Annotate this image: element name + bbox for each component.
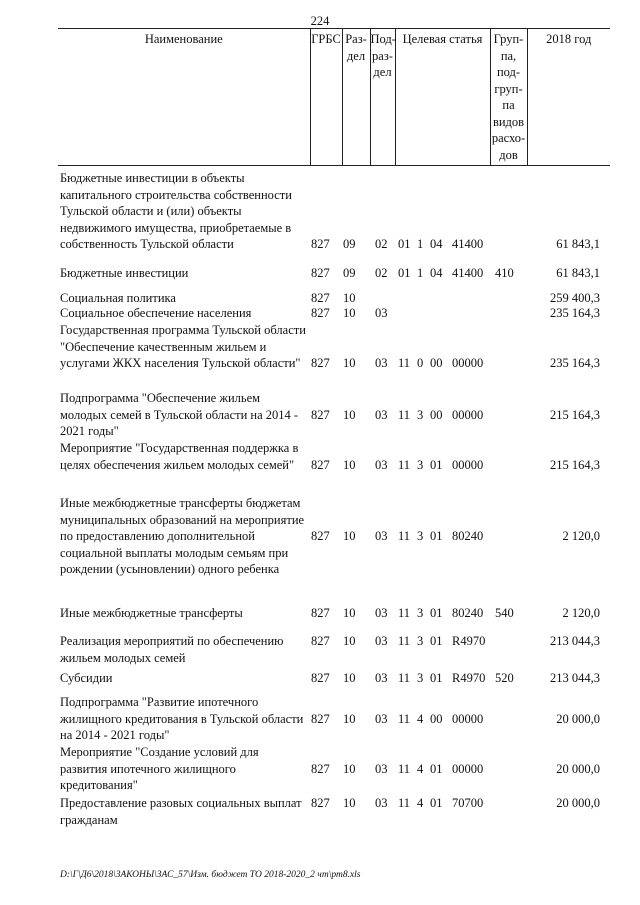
row-vid: 520 <box>495 671 514 685</box>
row-name: Мероприятие "Создание условий для развития ипотечного жилищного кредитования" <box>60 745 259 792</box>
page-number: 224 <box>310 14 330 28</box>
row-sub: 3 <box>417 407 424 422</box>
header-target: Целевая статья <box>395 29 490 166</box>
row-grbs: 827 <box>311 291 330 305</box>
row-podrazdel: 02 <box>375 266 388 280</box>
row-name: Бюджетные инвестиции <box>60 266 189 280</box>
row-name: Иные межбюджетные трансферты бюджетам муниципальных образований на мероприятие по предоставлению дополнительной социальной выплаты молодым семьям при рождении (усыновлении) одного ребенка <box>60 496 305 576</box>
header-razdel: Раз-дел <box>342 29 370 166</box>
row-grbs: 827 <box>311 761 330 776</box>
row-prog: 11 <box>398 356 411 370</box>
row-code: 00000 <box>452 356 484 370</box>
row-razdel: 10 <box>343 671 356 685</box>
row-code: 80240 <box>452 529 484 543</box>
header-podrazdel: Под-раз-дел <box>370 29 395 166</box>
row-amount: 235 164,3 <box>550 306 600 320</box>
row-name: Подпрограмма "Обеспечение жильем молодых семей в Тульской области на 2014 - 2021 годы" <box>60 391 299 438</box>
row-grbs: 827 <box>311 606 330 620</box>
row-razdel: 10 <box>343 356 356 370</box>
row-name: Социальная политика <box>60 291 176 305</box>
row-podrazdel: 03 <box>375 711 388 726</box>
row-code: 70700 <box>452 796 484 810</box>
row-code: 00000 <box>452 457 484 472</box>
row-sub: 4 <box>417 796 424 810</box>
row-prog: 11 <box>398 606 411 620</box>
row-razdel: 10 <box>343 529 356 543</box>
row-prog: 11 <box>398 671 411 685</box>
row-code: 80240 <box>452 606 484 620</box>
row-grbs: 827 <box>311 796 330 810</box>
row-razdel: 10 <box>343 761 356 776</box>
row-amount: 235 164,3 <box>550 356 600 370</box>
row-mer: 01 <box>430 606 443 620</box>
row-grbs: 827 <box>311 266 330 280</box>
row-amount: 215 164,3 <box>550 457 600 472</box>
row-grbs: 827 <box>311 529 330 543</box>
row-mer: 04 <box>430 237 443 251</box>
row-podrazdel: 03 <box>375 761 388 776</box>
row-razdel: 10 <box>343 306 356 320</box>
row-amount: 215 164,3 <box>550 407 600 422</box>
row-sub: 3 <box>417 457 424 472</box>
row-name: Бюджетные инвестиции в объекты капитального строительства собственности Тульской области и (или) объекты недвижимого имущества, приобретаемые в собственность Тульской области <box>60 171 292 251</box>
row-grbs: 827 <box>311 671 330 685</box>
header-name: Наименование <box>58 29 310 166</box>
row-grbs: 827 <box>311 634 330 648</box>
row-amount: 20 000,0 <box>556 796 600 810</box>
row-prog: 11 <box>398 761 411 776</box>
row-sub: 3 <box>417 606 424 620</box>
row-razdel: 10 <box>343 407 356 422</box>
row-amount: 61 843,1 <box>556 266 600 280</box>
row-code: 00000 <box>452 711 484 726</box>
row-mer: 04 <box>430 266 443 280</box>
row-amount: 213 044,3 <box>550 634 600 648</box>
row-grbs: 827 <box>311 457 330 472</box>
row-podrazdel: 03 <box>375 457 388 472</box>
row-podrazdel: 03 <box>375 356 388 370</box>
row-amount: 61 843,1 <box>556 237 600 251</box>
header-grbs: ГРБС <box>310 29 342 166</box>
row-podrazdel: 03 <box>375 634 388 648</box>
row-name: Государственная программа Тульской области "Обеспечение качественным жильем и услугами ЖКХ населения Тульской области" <box>60 323 306 370</box>
row-razdel: 10 <box>343 711 356 726</box>
row-razdel: 10 <box>343 291 356 305</box>
row-mer: 01 <box>430 796 443 810</box>
row-mer: 01 <box>430 634 443 648</box>
row-name: Мероприятие "Государственная поддержка в целях обеспечения жильем молодых семей" <box>60 441 299 472</box>
row-prog: 11 <box>398 529 411 543</box>
row-grbs: 827 <box>311 356 330 370</box>
row-name: Иные межбюджетные трансферты <box>60 606 243 620</box>
row-prog: 11 <box>398 457 411 472</box>
row-razdel: 10 <box>343 606 356 620</box>
row-mer: 01 <box>430 457 443 472</box>
row-sub: 4 <box>417 711 424 726</box>
row-prog: 01 <box>398 237 411 251</box>
row-grbs: 827 <box>311 407 330 422</box>
row-name: Предоставление разовых социальных выплат гражданам <box>60 796 302 827</box>
row-razdel: 09 <box>343 237 356 251</box>
row-podrazdel: 03 <box>375 671 388 685</box>
row-razdel: 10 <box>343 796 356 810</box>
row-grbs: 827 <box>311 711 330 726</box>
row-podrazdel: 03 <box>375 529 388 543</box>
row-amount: 20 000,0 <box>556 711 600 726</box>
row-code: 41400 <box>452 237 484 251</box>
row-name: Реализация мероприятий по обеспечению жильем молодых семей <box>60 634 284 665</box>
row-prog: 11 <box>398 634 411 648</box>
row-vid: 410 <box>495 266 514 280</box>
row-mer: 01 <box>430 761 443 776</box>
row-code: 41400 <box>452 266 484 280</box>
row-mer: 00 <box>430 711 443 726</box>
row-podrazdel: 02 <box>375 237 388 251</box>
header-group: Груп-па, под-груп-па видов расхо-дов <box>490 29 527 166</box>
header-year: 2018 год <box>527 29 610 166</box>
row-mer: 00 <box>430 356 443 370</box>
row-amount: 20 000,0 <box>556 761 600 776</box>
row-vid: 540 <box>495 606 514 620</box>
row-name: Субсидии <box>60 671 113 685</box>
row-amount: 2 120,0 <box>562 606 600 620</box>
row-mer: 00 <box>430 407 443 422</box>
row-podrazdel: 03 <box>375 306 388 320</box>
row-amount: 259 400,3 <box>550 291 600 305</box>
row-podrazdel: 03 <box>375 407 388 422</box>
row-name: Подпрограмма "Развитие ипотечного жилищного кредитования в Тульской области на 2014 - 2021 годы" <box>60 695 304 742</box>
row-podrazdel: 03 <box>375 606 388 620</box>
row-code: R4970 <box>452 634 486 648</box>
row-code: 00000 <box>452 407 484 422</box>
row-mer: 01 <box>430 529 443 543</box>
row-sub: 3 <box>417 529 424 543</box>
row-code: 00000 <box>452 761 484 776</box>
row-sub: 1 <box>417 266 424 280</box>
row-sub: 3 <box>417 671 424 685</box>
row-razdel: 10 <box>343 634 356 648</box>
table-header <box>58 28 610 166</box>
row-razdel: 09 <box>343 266 356 280</box>
row-sub: 1 <box>417 237 424 251</box>
row-sub: 4 <box>417 761 424 776</box>
row-podrazdel: 03 <box>375 796 388 810</box>
row-grbs: 827 <box>311 306 330 320</box>
row-sub: 3 <box>417 634 424 648</box>
row-sub: 0 <box>417 356 424 370</box>
row-prog: 11 <box>398 407 411 422</box>
row-razdel: 10 <box>343 457 356 472</box>
row-prog: 11 <box>398 711 411 726</box>
row-code: R4970 <box>452 671 486 685</box>
row-amount: 2 120,0 <box>562 529 600 543</box>
row-grbs: 827 <box>311 237 330 251</box>
row-amount: 213 044,3 <box>550 671 600 685</box>
row-prog: 11 <box>398 796 411 810</box>
row-prog: 01 <box>398 266 411 280</box>
row-mer: 01 <box>430 671 443 685</box>
row-name: Социальное обеспечение населения <box>60 306 252 320</box>
file-path-footer: D:\Г\Д6\2018\ЗАКОНЫ\ЗАС_57\Изм. бюджет ТО 2018-2020_2 чт\рт8.xls <box>60 870 361 880</box>
